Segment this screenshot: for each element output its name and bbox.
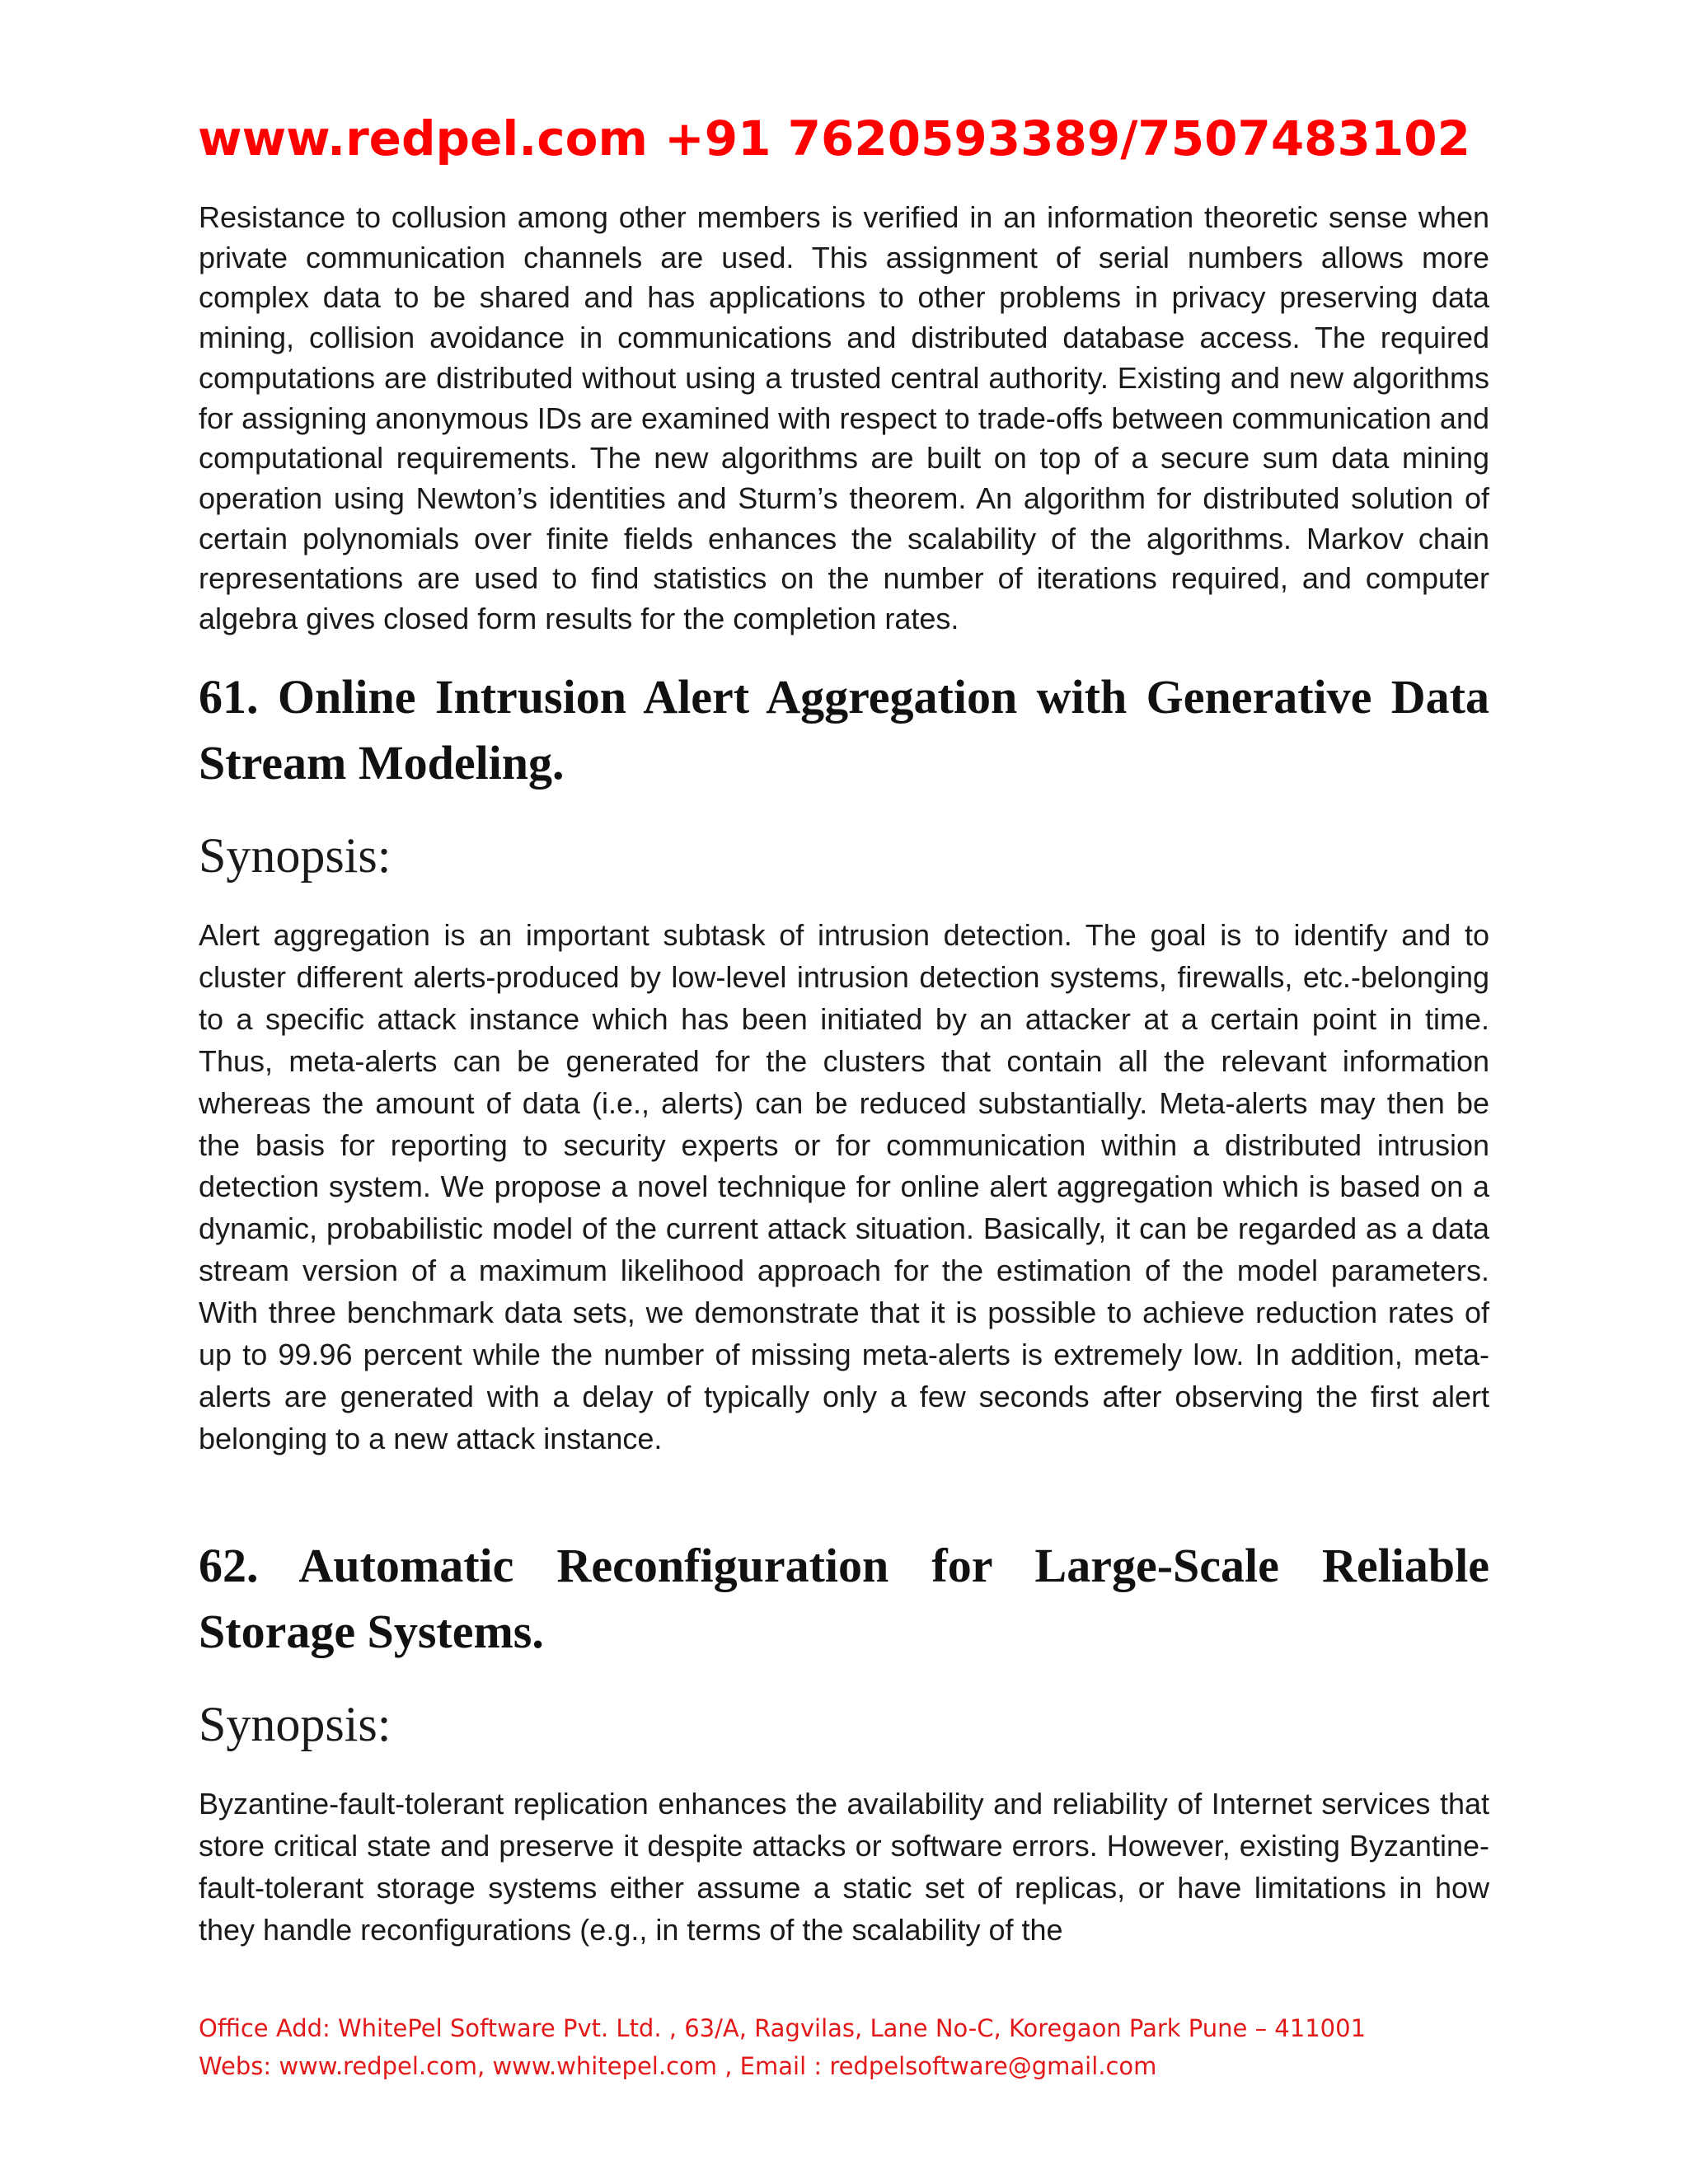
section-61-synopsis-heading: Synopsis:	[199, 828, 392, 883]
footer-websites-email: Webs: www.redpel.com, www.whitepel.com , Email : redpelsoftware@gmail.com	[199, 2052, 1157, 2080]
contact-header: www.redpel.com +91 7620593389/7507483102	[198, 110, 1470, 166]
footer-office-address: Office Add: WhitePel Software Pvt. Ltd. , 63/A, Ragvilas, Lane No-C, Koregaon Park Pune – 411001	[199, 2014, 1367, 2042]
section-62-title-line-1: 62. Automatic Reconfiguration for Large-Scale Reliable	[199, 1539, 1489, 1592]
section-62-title	[199, 1533, 1489, 1665]
section-62-synopsis-heading: Synopsis:	[199, 1697, 392, 1751]
section-61-synopsis-text: Alert aggregation is an important subtask of intrusion detection. The goal is to identify and to cluster different alerts-produced by low-level intrusion detection systems, firewalls, etc.-belonging to a specific attack instance which has been initiated by an attacker at a certain point in time. Thus, meta-alerts can be generated for the clusters that contain all the relevant information whereas the amount of data (i.e., alerts) can be reduced substantially. Meta-alerts may then be the basis for reporting to security experts or for communication within a distributed intrusion detection system. We propose a novel technique for online alert aggregation which is based on a dynamic, probabilistic model of the current attack situation. Basically, it can be regarded as a data stream version of a maximum likelihood approach for the estimation of the model parameters. With three benchmark data sets, we demonstrate that it is possible to achieve reduction rates of up to 99.96 percent while the number of missing meta-alerts is extremely low. In addition, meta-alerts are generated with a delay of typically only a few seconds after observing the first alert belonging to a new attack instance.	[199, 918, 1489, 1455]
section-62-synopsis-text: Byzantine-fault-tolerant replication enhances the availability and reliability of Internet services that store critical state and preserve it despite attacks or software errors. However, existing Byzantine-fault-tolerant storage systems either assume a static set of replicas, or have limitations in how they handle reconfigurations (e.g., in terms of the scalability of the	[199, 1787, 1489, 1947]
intro-paragraph: Resistance to collusion among other members is verified in an information theoretic sense when private communication channels are used. This assignment of serial numbers allows more complex data to be shared and has applications to other problems in privacy preserving data mining, collision avoidance in communications and distributed database access. The required computations are distributed without using a trusted central authority. Existing and new algorithms for assigning anonymous IDs are examined with respect to trade-offs between communication and computational requirements. The new algorithms are built on top of a secure sum data mining operation using Newton’s identities and Sturm’s theorem. An algorithm for distributed solution of certain polynomials over finite fields enhances the scalability of the algorithms. Markov chain representations are used to find statistics on the number of iterations required, and computer algebra gives closed form results for the completion rates.	[199, 200, 1489, 636]
section-62-title-line-2: Storage Systems.	[199, 1605, 544, 1658]
section-61-title: 61. Online Intrusion Alert Aggregation with Generative Data Stream Modeling.	[199, 670, 1489, 790]
page-footer	[199, 2009, 1517, 2085]
